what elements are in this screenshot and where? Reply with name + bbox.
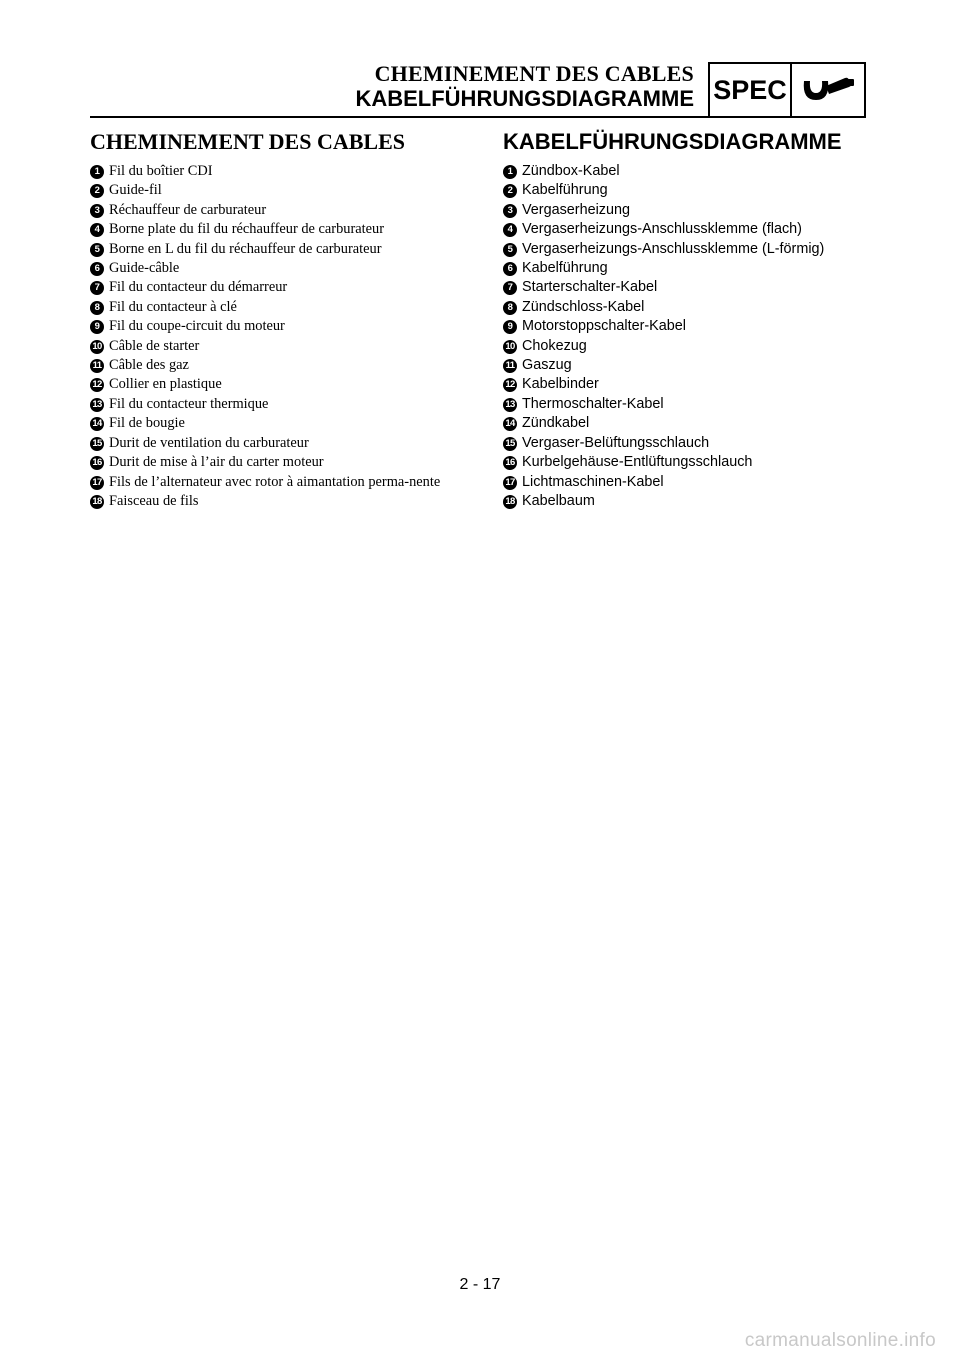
watermark: carmanualsonline.info bbox=[744, 1330, 936, 1351]
list-item bbox=[90, 473, 468, 492]
item-text: Borne plate du fil du réchauffeur de carburateur bbox=[109, 221, 385, 238]
list-item bbox=[503, 414, 883, 433]
section-title-de: KABELFÜHRUNGSDIAGRAMME bbox=[503, 129, 842, 154]
item-text: Durit de ventilation du carburateur bbox=[109, 434, 309, 451]
spec-box bbox=[708, 62, 866, 118]
item-text: Zündkabel bbox=[522, 415, 590, 432]
item-number-badge: 10 bbox=[90, 340, 104, 354]
item-number-badge: 12 bbox=[90, 378, 104, 392]
item-number-badge: 12 bbox=[503, 378, 517, 392]
french-column bbox=[90, 128, 468, 511]
item-text: Kabelbinder bbox=[522, 376, 599, 393]
item-number-badge: 11 bbox=[503, 359, 517, 373]
list-item bbox=[90, 317, 468, 336]
item-text: Guide-câble bbox=[109, 260, 180, 277]
section-title-fr: CHEMINEMENT DES CABLES bbox=[90, 129, 405, 154]
item-text: Thermoschalter-Kabel bbox=[522, 395, 664, 412]
item-text: Vergaser-Belüftungsschlauch bbox=[522, 434, 710, 451]
item-text: Vergaserheizung bbox=[522, 201, 631, 218]
item-text: Câble de starter bbox=[109, 337, 200, 354]
item-text: Collier en plastique bbox=[109, 376, 222, 393]
list-item bbox=[503, 492, 883, 511]
item-text: Zündbox-Kabel bbox=[522, 163, 620, 179]
list-item bbox=[503, 317, 883, 336]
item-number-badge: 13 bbox=[503, 398, 517, 412]
item-number-badge: 18 bbox=[503, 495, 517, 509]
item-text: Kabelführung bbox=[522, 182, 608, 199]
german-column bbox=[503, 128, 883, 511]
item-number-badge: 18 bbox=[90, 495, 104, 509]
spec-label: SPEC bbox=[710, 64, 792, 116]
item-text: Fils de l’alternateur avec rotor à aimantation perma-nente bbox=[109, 473, 441, 490]
item-number-badge: 8 bbox=[90, 301, 104, 315]
list-item bbox=[503, 278, 883, 297]
item-number-badge: 2 bbox=[503, 184, 517, 198]
item-number-badge: 16 bbox=[90, 456, 104, 470]
list-item bbox=[90, 337, 468, 356]
item-text: Zündschloss-Kabel bbox=[522, 298, 645, 315]
list-item bbox=[503, 473, 883, 492]
item-number-badge: 1 bbox=[90, 165, 104, 179]
item-number-badge: 8 bbox=[503, 301, 517, 315]
item-text: Fil du contacteur du démarreur bbox=[109, 279, 288, 296]
item-number-badge: 9 bbox=[90, 320, 104, 334]
item-number-badge: 10 bbox=[503, 340, 517, 354]
list-item bbox=[503, 162, 883, 181]
list-item bbox=[503, 395, 883, 414]
item-number-badge: 14 bbox=[90, 417, 104, 431]
item-text: Guide-fil bbox=[109, 182, 162, 199]
item-number-badge: 5 bbox=[90, 243, 104, 257]
item-number-badge: 17 bbox=[503, 476, 517, 490]
item-number-badge: 1 bbox=[503, 165, 517, 179]
item-number-badge: 2 bbox=[90, 184, 104, 198]
list-item bbox=[90, 414, 468, 433]
item-text: Durit de mise à l’air du carter moteur bbox=[109, 454, 324, 471]
list-item bbox=[503, 259, 883, 278]
list-item bbox=[90, 434, 468, 453]
item-text: Vergaserheizungs-Anschlussklemme (flach) bbox=[522, 221, 802, 238]
list-item bbox=[90, 492, 468, 511]
list-item bbox=[90, 162, 468, 181]
item-number-badge: 9 bbox=[503, 320, 517, 334]
item-text: Gaszug bbox=[522, 357, 572, 374]
item-number-badge: 3 bbox=[503, 204, 517, 218]
list-item bbox=[503, 220, 883, 239]
list-item bbox=[90, 201, 468, 220]
item-text: Kabelführung bbox=[522, 260, 608, 277]
item-number-badge: 16 bbox=[503, 456, 517, 470]
item-text: Fil de bougie bbox=[109, 415, 185, 432]
list-item bbox=[90, 356, 468, 375]
item-text: Kurbelgehäuse-Entlüftungsschlauch bbox=[522, 454, 753, 471]
item-text: Chokezug bbox=[522, 337, 587, 354]
item-number-badge: 7 bbox=[503, 281, 517, 295]
item-number-badge: 17 bbox=[90, 476, 104, 490]
item-number-badge: 14 bbox=[503, 417, 517, 431]
page-number: 2 - 17 bbox=[459, 1276, 501, 1293]
item-text: Borne en L du fil du réchauffeur de carburateur bbox=[109, 240, 382, 257]
item-number-badge: 15 bbox=[503, 437, 517, 451]
item-number-badge: 6 bbox=[90, 262, 104, 276]
item-text: Fil du coupe-circuit du moteur bbox=[109, 318, 285, 335]
list-item bbox=[90, 181, 468, 200]
item-number-badge: 11 bbox=[90, 359, 104, 373]
list-item bbox=[503, 453, 883, 472]
item-text: Fil du contacteur thermique bbox=[109, 395, 269, 412]
item-number-badge: 5 bbox=[503, 243, 517, 257]
list-item bbox=[90, 453, 468, 472]
header-title-de: KABELFÜHRUNGSDIAGRAMME bbox=[355, 86, 694, 111]
item-number-badge: 15 bbox=[90, 437, 104, 451]
item-number-badge: 3 bbox=[90, 204, 104, 218]
list-item bbox=[503, 181, 883, 200]
list-item bbox=[90, 395, 468, 414]
list-item bbox=[503, 337, 883, 356]
list-item bbox=[90, 375, 468, 394]
item-number-badge: 6 bbox=[503, 262, 517, 276]
item-text: Lichtmaschinen-Kabel bbox=[522, 473, 664, 490]
item-text: Câble des gaz bbox=[109, 357, 189, 374]
list-item bbox=[90, 278, 468, 297]
list-item bbox=[503, 201, 883, 220]
list-item bbox=[503, 240, 883, 259]
item-number-badge: 13 bbox=[90, 398, 104, 412]
list-item bbox=[503, 375, 883, 394]
item-text: Faisceau de fils bbox=[109, 492, 199, 509]
item-text: Fil du boîtier CDI bbox=[109, 163, 213, 179]
item-text: Fil du contacteur à clé bbox=[109, 298, 237, 315]
item-number-badge: 4 bbox=[503, 223, 517, 237]
wrench-icon bbox=[792, 64, 864, 116]
list-item bbox=[90, 220, 468, 239]
list-item bbox=[503, 356, 883, 375]
item-text: Kabelbaum bbox=[522, 492, 595, 509]
header-title-fr: CHEMINEMENT DES CABLES bbox=[374, 61, 694, 86]
list-item bbox=[90, 298, 468, 317]
list-item bbox=[90, 240, 468, 259]
german-list bbox=[503, 162, 883, 511]
item-number-badge: 7 bbox=[90, 281, 104, 295]
item-text: Motorstoppschalter-Kabel bbox=[522, 318, 686, 335]
header-rule bbox=[90, 116, 708, 118]
item-text: Réchauffeur de carburateur bbox=[109, 201, 267, 218]
item-number-badge: 4 bbox=[90, 223, 104, 237]
list-item bbox=[503, 298, 883, 317]
item-text: Starterschalter-Kabel bbox=[522, 279, 658, 296]
item-text: Vergaserheizungs-Anschlussklemme (L-förmig) bbox=[522, 240, 825, 257]
list-item bbox=[90, 259, 468, 278]
list-item bbox=[503, 434, 883, 453]
french-list bbox=[90, 162, 468, 511]
